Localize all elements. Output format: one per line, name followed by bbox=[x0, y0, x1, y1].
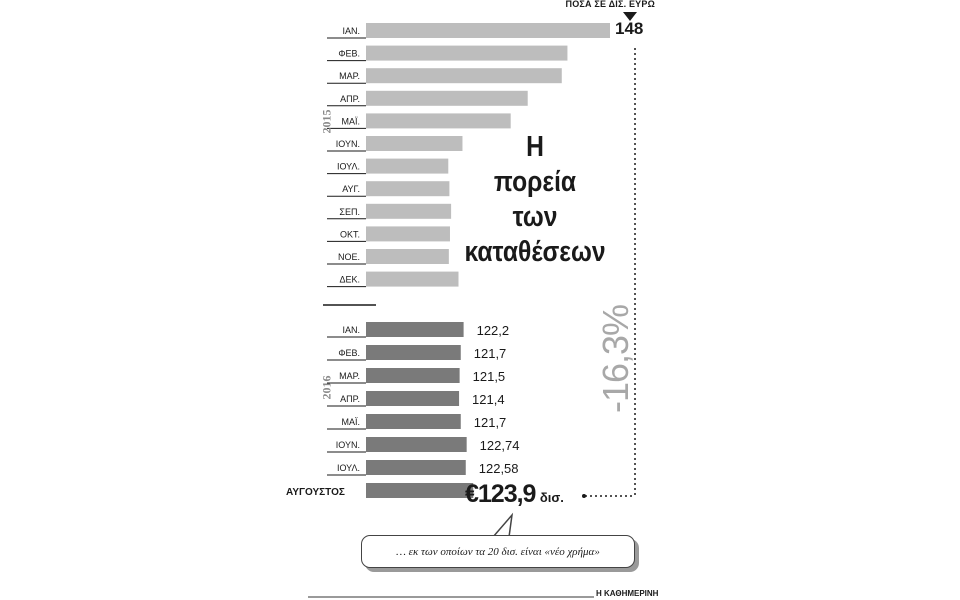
bar bbox=[366, 91, 528, 106]
value-label: 121,4 bbox=[472, 392, 505, 407]
bar bbox=[366, 391, 459, 406]
category-label: ΙΑΝ. bbox=[342, 26, 360, 36]
year-label-2016: 2016 bbox=[319, 375, 334, 400]
value-label: 121,5 bbox=[472, 369, 506, 384]
bar bbox=[366, 159, 448, 174]
bar bbox=[366, 204, 451, 219]
category-label: ΑΠΡ. bbox=[340, 93, 360, 104]
category-label: ΑΠΡ. bbox=[340, 394, 360, 404]
bar bbox=[366, 414, 461, 429]
change-bracket bbox=[582, 48, 635, 498]
bar bbox=[366, 181, 449, 196]
category-label: ΜΑΪ. bbox=[341, 116, 360, 127]
category-label: ΝΟΕ. bbox=[337, 252, 360, 262]
value-label: 121,7 bbox=[473, 415, 507, 430]
category-label: ΙΟΥΛ. bbox=[336, 161, 360, 172]
bar bbox=[366, 272, 458, 287]
callout-box bbox=[361, 535, 635, 568]
bar bbox=[366, 249, 449, 264]
category-label: ΜΑΡ. bbox=[339, 71, 360, 82]
title-line: καταθέσεων bbox=[464, 236, 606, 268]
chart-title bbox=[454, 130, 616, 270]
bar bbox=[366, 368, 460, 383]
value-label: 121,7 bbox=[473, 346, 507, 361]
august-value-unit: δισ. bbox=[539, 490, 564, 505]
bar bbox=[366, 46, 567, 61]
title-line: Η bbox=[526, 131, 544, 163]
change-percentage: -16,3% bbox=[595, 304, 636, 414]
value-label: 122,2 bbox=[476, 323, 510, 338]
category-label: ΑΥΓ. bbox=[342, 184, 360, 195]
bars-2016-group bbox=[327, 322, 519, 498]
title-line: πορεία bbox=[493, 166, 577, 198]
value-label: 122,74 bbox=[479, 438, 520, 453]
category-label: ΙΑΝ. bbox=[342, 325, 360, 335]
bar bbox=[366, 437, 467, 452]
category-label: ΦΕΒ. bbox=[338, 48, 360, 59]
category-label: ΦΕΒ. bbox=[338, 348, 360, 358]
bar bbox=[366, 68, 562, 83]
bar bbox=[366, 23, 610, 38]
category-label: ΙΟΥΛ. bbox=[336, 463, 360, 473]
bar bbox=[366, 226, 450, 241]
unit-label: ΠΟΣΑ ΣΕ ΔΙΣ. ΕΥΡΩ bbox=[565, 0, 655, 9]
category-label: ΙΟΥΝ. bbox=[335, 440, 360, 450]
category-label: ΙΟΥΝ. bbox=[335, 139, 360, 149]
value-label: 122,58 bbox=[478, 461, 519, 476]
top-value-label: 148 bbox=[615, 19, 644, 38]
title-line: των bbox=[512, 201, 558, 233]
callout-text: … εκ των οποίων τα 20 δισ. είναι «νέο χρήμα» bbox=[396, 545, 600, 558]
year-label-2015: 2015 bbox=[319, 109, 334, 134]
category-label: ΣΕΠ. bbox=[339, 206, 360, 217]
category-label: ΜΑΡ. bbox=[339, 371, 360, 381]
august-label: ΑΥΓΟΥΣΤΟΣ bbox=[286, 487, 345, 498]
bar bbox=[366, 483, 473, 498]
bar bbox=[366, 136, 462, 151]
callout-pointer bbox=[493, 515, 512, 537]
bar bbox=[366, 345, 461, 360]
category-label: ΜΑΪ. bbox=[341, 417, 360, 427]
bar bbox=[366, 113, 511, 128]
credit-label: Η ΚΑΘΗΜΕΡΙΝΗ bbox=[596, 589, 659, 598]
category-label: ΟΚΤ. bbox=[339, 229, 360, 240]
august-value bbox=[465, 480, 564, 509]
bar bbox=[366, 460, 466, 475]
category-label: ΔΕΚ. bbox=[339, 274, 360, 285]
august-value-number: €123,9 bbox=[465, 480, 536, 508]
bar bbox=[366, 322, 464, 337]
